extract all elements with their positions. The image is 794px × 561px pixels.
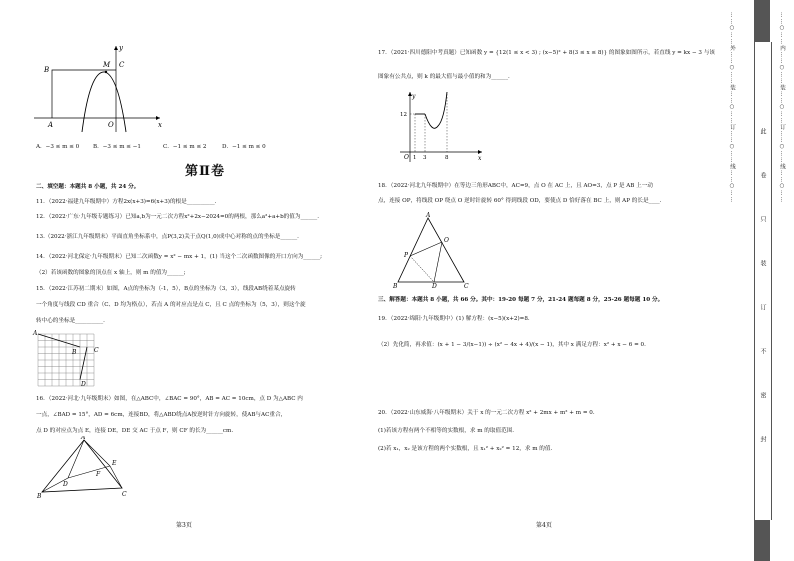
option-b: B．−3 ≤ m ≤ −1: [93, 144, 141, 150]
fig3-label-C: C: [122, 491, 127, 498]
question-17-line1: 17．（2021·四川德阳中考真题）已知函数 y = {12(1 ≤ x < 3) ; (x−5)² + 8(3 ≤ x ≤ 8)} 的图象如图所示，若直线 y = kx − 3 与该: [378, 50, 715, 56]
question-17-line2: 图象有公共点，则 k 的最大值与最小值的和为______.: [378, 74, 510, 80]
question-15-line2: 一个角度与线段 CD 重合（C、D 均为格点），若点 A 的对应点是点 C，且 C 点的坐标为（5，3），则这个旋: [36, 302, 306, 308]
fig4-label-3: 3: [423, 155, 427, 161]
fig5-label-O: O: [444, 237, 449, 244]
question-18-line2: 点，连接 OP，将线段 OP 绕点 O 逆时针旋转 60° 得到线段 OD，要使点 D 恰好落在 BC 上，则 AP 的长是____.: [378, 198, 662, 204]
question-15-line3: 转中心的坐标是__________.: [36, 318, 105, 324]
binding-word-2: 卷: [759, 172, 766, 178]
fig1-label-x: x: [158, 121, 162, 129]
option-a: A．−3 ≤ m ≤ 0: [36, 144, 80, 150]
fig2-label-B: B: [72, 349, 77, 356]
fig3-label-D: D: [63, 481, 68, 488]
page-number-left: 第3页: [176, 522, 192, 529]
fig1-label-M: M: [103, 61, 111, 69]
section-title: 第Ⅱ卷: [185, 164, 225, 179]
binding-outer-line: ……○……外……○……装……○……订……○……线……○……: [729, 12, 735, 203]
binding-inner-line: ……○……内……○……装……○……订……○……线……○……: [779, 12, 785, 203]
binding-word-1: 此: [759, 128, 766, 134]
fig4-label-y: y: [412, 93, 416, 100]
fig2-label-A: A: [33, 330, 38, 337]
fig5-label-A: A: [426, 212, 431, 219]
fig4-label-8: 8: [445, 155, 449, 161]
fig4-label-12: 12: [400, 112, 407, 118]
question-13: 13.（2022·浙江九年级期末）平面直角坐标系中，点P(3,2)关于点Q(1,0)成中心对称的点的坐标是______.: [36, 234, 299, 240]
solve-section-header: 三、解答题：本题共 8 小题，共 66 分。其中：19-20 每题 7 分，21-24 题每题 8 分，25-26 题每题 10 分。: [378, 297, 664, 303]
fig5-label-C: C: [464, 283, 469, 288]
binding-word-6: 不: [759, 348, 766, 354]
question-20-part2: (2)若 x₁，x₂ 是该方程的两个实数根，且 x₁² + x₂² = 12，求 m 的值.: [378, 446, 553, 452]
figure-equilateral-triangle: [392, 212, 472, 288]
question-11: 11．（2022·福建九年级期中）方程2x(x+3)=6(x+3)的根是__________.: [36, 199, 217, 205]
fig1-label-A: A: [48, 121, 54, 129]
page-number-right: 第4页: [536, 522, 552, 529]
figure-piecewise-graph: [398, 90, 488, 164]
binding-word-7: 密: [759, 392, 766, 398]
fig5-label-P: P: [404, 252, 409, 259]
figure-grid: [32, 330, 102, 390]
binding-word-8: 封: [759, 436, 766, 442]
binding-frame: [754, 42, 772, 520]
fig1-label-C: C: [119, 61, 125, 69]
figure-triangle-rotation: [36, 436, 136, 498]
option-c: C．−1 ≤ m ≤ 2: [163, 144, 207, 150]
question-16-line3: 点 D 的对应点为点 E，连接 DE，DE 交 AC 于点 F，则 CF 的长为______cm.: [36, 428, 234, 434]
binding-bar-bottom: [754, 520, 770, 561]
fig3-label-F: F: [96, 471, 101, 478]
fig3-label-E: E: [112, 460, 117, 467]
fig5-label-D: D: [432, 283, 437, 288]
question-20: 20．（2022·山东威海·八年级期末）关于 x 的一元二次方程 x² + 2mx + m² + m = 0.: [378, 410, 595, 416]
fig4-label-O: O: [404, 154, 409, 161]
option-d: D．−1 ≤ m ≤ 0: [222, 144, 266, 150]
question-14: 14．（2022·河北保定·九年级期末）已知二次函数y = x² − mx + 1，(1) 当这个二次函数图像的开口方向为______;: [36, 254, 322, 260]
fig1-label-B: B: [44, 66, 50, 74]
fig2-label-D: D: [81, 381, 86, 388]
fig2-label-C: C: [94, 347, 99, 354]
binding-word-3: 只: [759, 216, 766, 222]
binding-bar-top: [754, 0, 770, 42]
fig3-label-B: B: [37, 493, 42, 498]
figure-parabola: [30, 40, 180, 135]
fig3-label-A: A: [81, 436, 86, 441]
question-19-part2: （2）先化简，再求值：(x + 1 − 3/(x−1)) ÷ (x² − 4x + 4)/(x − 1)，其中 x 满足方程：x² + x − 6 = 0.: [378, 342, 646, 348]
fig5-label-B: B: [393, 283, 398, 288]
question-12: 12．（2022·广东·九年级专题练习）已知a,b为一元二次方程x²+2x−2024=0的两根，那么a²+a+b的值为______.: [36, 214, 320, 220]
fig4-label-1: 1: [413, 155, 417, 161]
fig1-label-y: y: [119, 44, 123, 52]
fig1-label-O: O: [108, 121, 114, 129]
fill-section-header: 二、填空题：本题共 8 小题，共 24 分。: [36, 184, 140, 190]
question-20-part1: (1)若该方程有两个不相等的实数根，求 m 的取值范围.: [378, 428, 515, 434]
question-16-line1: 16．（2022·河北·九年级期末）如图，在△ABC中，∠BAC = 90°，AB = AC = 10cm，点 D 为△ABC 内: [36, 396, 303, 402]
question-18-line1: 18．（2022·河北九年级期中）在等边三角形ABC中，AC=9，点 O 在 AC 上，且 AO=3，点 P 是 AB 上一动: [378, 183, 653, 189]
fig4-label-x: x: [478, 155, 482, 162]
question-16-line2: 一点，∠BAD = 15°，AD = 6cm，连接BD，将△ABD绕点A按逆时针方向旋转，使AB与AC重合，: [36, 412, 287, 418]
binding-word-4: 装: [759, 260, 766, 266]
question-15-line1: 15．（2022·江苏初二期末）如图，A点的坐标为（-1，5），B点的坐标为（3，3），线段AB绕着某点旋转: [36, 286, 296, 292]
binding-word-5: 订: [759, 304, 766, 310]
question-19: 19．（2022·绵阳·九年级期中）(1) 解方程：(x−5)(x+2)=8.: [378, 316, 530, 322]
question-14-part2: （2）若该函数的图象的顶点在 x 轴上，则 m 的值为______;: [36, 270, 186, 276]
binding-strip: [718, 0, 794, 561]
